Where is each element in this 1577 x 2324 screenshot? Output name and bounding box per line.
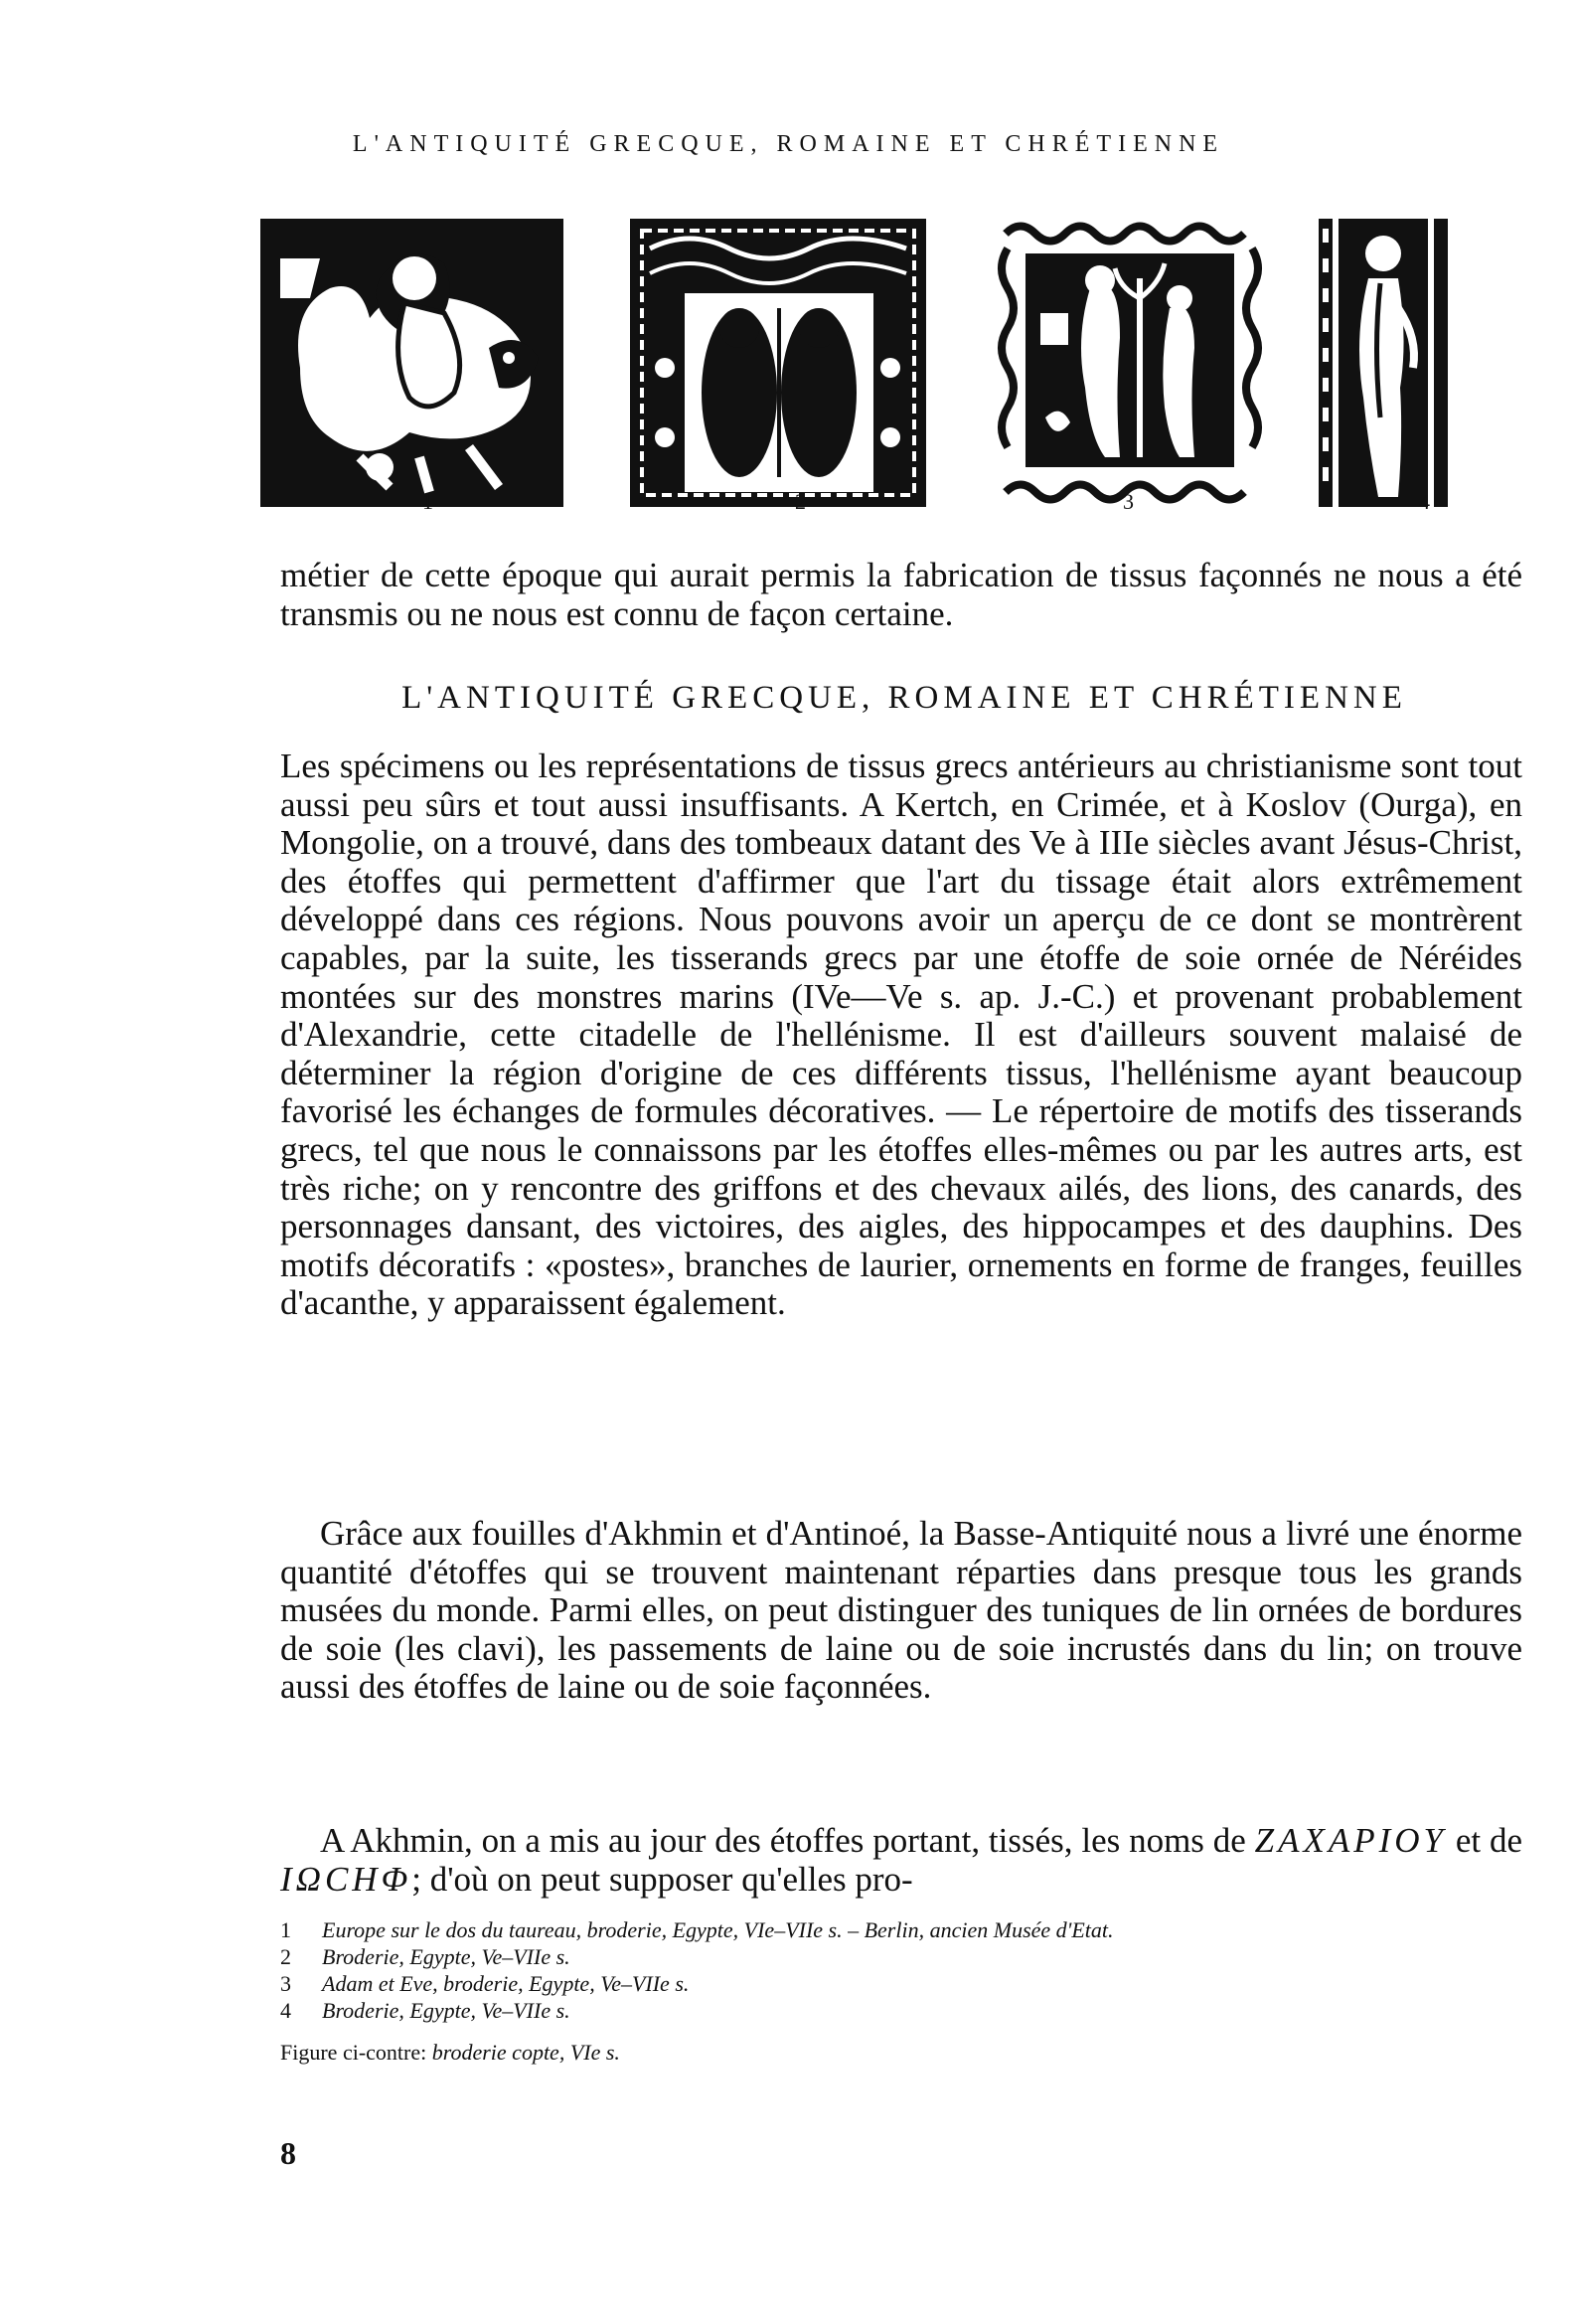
footnote-text: Broderie, Egypte, Ve–VIIe s. [322, 1998, 570, 2023]
footnote-number: 3 [280, 1971, 291, 1996]
body-paragraph-1: Les spécimens ou les représentations de tissus grecs antérieurs au christianisme sont tout aussi peu sûrs et tout aussi insuffisants. A Kertch, en Crimée, et à Koslov (Ourga), en Mongolie, on a trouvé, dans des tombeaux datant des Ve à IIIe siècles avant Jésus-Christ, des étoffes qui permettent d'affirmer que l'art du tissage était alors extrêmement développé dans ces régions. Nous pouvons avoir un aperçu de ce dont se montrèrent capables, par la suite, les tisserands grecs par une étoffe de soie ornée de Néréides montées sur des monstres marins (IVe—Ve s. ap. J.-C.) et provenant probablement d'Alexandrie, cette citadelle de l'hellénisme. Il est d'ailleurs souvent malaisé de déterminer la région d'origine de ces différents tissus, l'hellénisme ayant beaucoup favorisé les échanges de formules décoratives. — Le répertoire de motifs des tisserands grecs, tel que nous le connaissons par les étoffes elles-mêmes ou par les autres arts, est très riche; on y rencontre des griffons et des chevaux ailés, des lions, des canards, des personnages dansant, des victoires, des aigles, des hippocampes et des dauphins. Des motifs décoratifs : «postes», branches de laurier, ornements en forme de franges, feuilles d'acanthe, y apparaissent également. [280, 747, 1522, 1323]
body-paragraph-2: Grâce aux fouilles d'Akhmin et d'Antinoé, la Basse-Antiquité nous a livré une énorme quantité d'étoffes qui se trouvent maintenant réparties dans presque tous les grands musées du monde. Parmi elles, on peut distinguer des tuniques de lin ornées de bordures de soie (les clavi), les passements de laine ou de soie incrustés dans du lin; on trouve aussi des étoffes de laine ou de soie façonnées. [280, 1514, 1522, 1707]
page-number: 8 [280, 2135, 296, 2171]
body-paragraph-3 [280, 1822, 1522, 1899]
paragraph-3-middle: et de [1455, 1821, 1523, 1860]
running-head: L'ANTIQUITÉ GRECQUE, ROMAINE ET CHRÉTIENNE [352, 131, 1225, 157]
footnote-text: Adam et Eve, broderie, Egypte, Ve–VIIe s. [322, 1971, 690, 1996]
figure-4-coptic-embroidery [1319, 219, 1448, 507]
figure-3-adam-and-eve-embroidery [996, 219, 1264, 507]
figure-number-4: 4 [1419, 489, 1430, 514]
footnotes [280, 1916, 1522, 2024]
figure-caption [280, 2040, 620, 2066]
footnote-number: 4 [280, 1998, 291, 2023]
intro-paragraph: métier de cette époque qui aurait permis la fabrication de tissus façonnés ne nous a été transmis ou ne nous est connu de façon certaine. [280, 556, 1522, 633]
greek-name-zacharias: ZAXAPIOY [1254, 1821, 1448, 1860]
figure-caption-text: broderie copte, VIe s. [431, 2040, 620, 2065]
footnote-text: Europe sur le dos du taureau, broderie, Egypte, VIe–VIIe s. – Berlin, ancien Musée d'Etat. [322, 1917, 1114, 1942]
paragraph-3-start: A Akhmin, on a mis au jour des étoffes portant, tissés, les noms de [320, 1821, 1246, 1860]
footnote-text: Broderie, Egypte, Ve–VIIe s. [322, 1944, 570, 1969]
footnote-2 [280, 1943, 1522, 1970]
figure-2-coptic-embroidery [630, 219, 926, 507]
figure-caption-label: Figure ci-contre: [280, 2040, 427, 2065]
footnote-3 [280, 1970, 1522, 1997]
figure-strip [260, 219, 1512, 507]
paragraph-3-end: ; d'où on peut supposer qu'elles pro- [411, 1859, 913, 1899]
figure-number-3: 3 [1123, 489, 1134, 514]
figure-number-1: 1 [422, 489, 433, 514]
figure-1-europa-embroidery [260, 219, 563, 507]
greek-name-joseph: ΙΩCΗΦ [280, 1859, 412, 1899]
section-heading: L'ANTIQUITÉ GRECQUE, ROMAINE ET CHRÉTIENNE [401, 680, 1407, 716]
footnote-4 [280, 1997, 1522, 2024]
footnote-number: 2 [280, 1944, 291, 1969]
footnote-number: 1 [280, 1917, 291, 1942]
footnote-1 [280, 1916, 1522, 1943]
figure-number-2: 2 [795, 489, 806, 514]
